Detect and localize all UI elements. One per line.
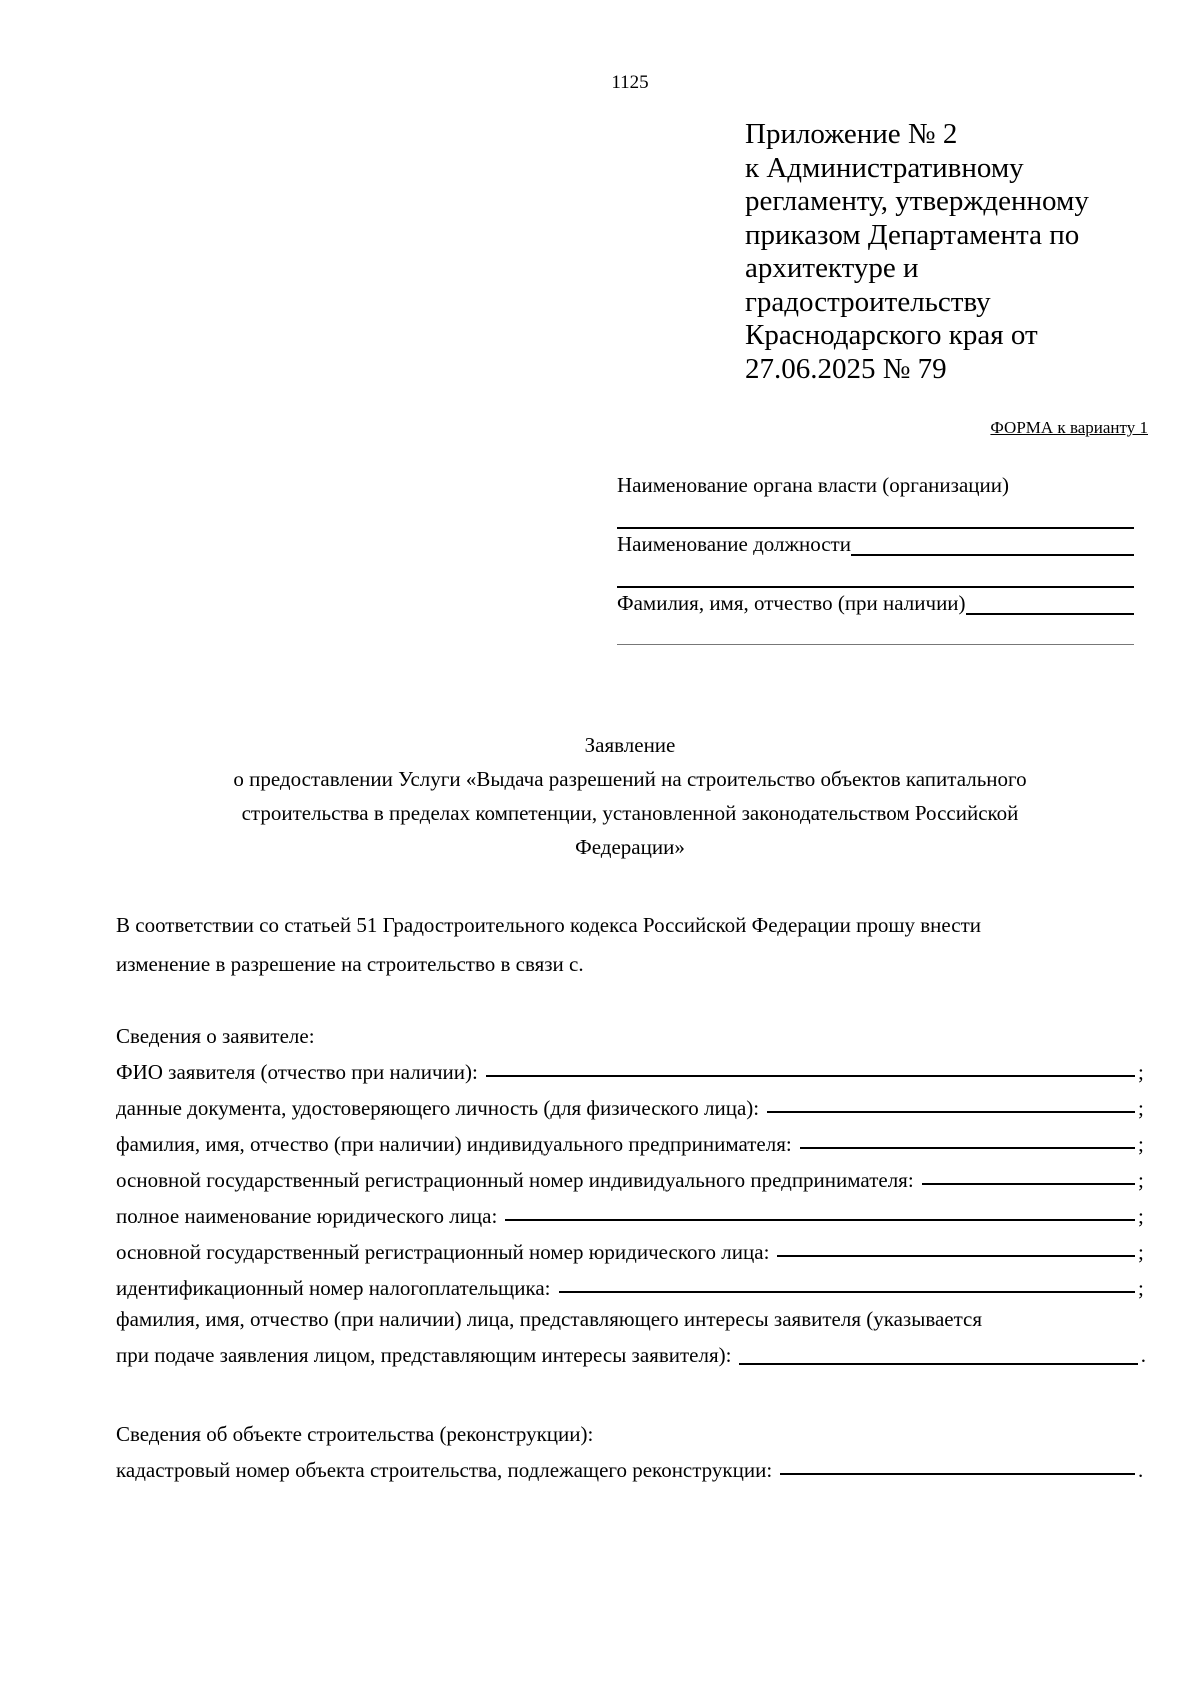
object-section — [116, 1411, 1146, 1483]
field-blank[interactable] — [505, 1219, 1135, 1221]
intro-line: изменение в разрешение на строительство в связи с. — [116, 952, 584, 976]
field-end: ; — [1138, 1204, 1144, 1228]
form-variant-label: ФОРМА к варианту 1 — [990, 418, 1148, 437]
field-blank[interactable] — [767, 1111, 1135, 1113]
field-blank[interactable] — [486, 1075, 1135, 1077]
field-end: ; — [1138, 1276, 1144, 1300]
page-number: 1125 — [611, 72, 649, 93]
field-blank[interactable] — [739, 1363, 1137, 1365]
applicant-field[interactable] — [116, 1085, 1146, 1121]
field-blank[interactable] — [777, 1255, 1135, 1257]
position-field[interactable] — [617, 529, 1134, 588]
title-heading: Заявление — [584, 733, 676, 757]
applicant-field[interactable] — [116, 1121, 1146, 1157]
field-label: основной государственный регистрационный номер юридического лица: — [116, 1240, 770, 1264]
position-label: Наименование должности — [617, 532, 851, 556]
field-label: при подаче заявления лицом, представляющим интересы заявителя): — [116, 1343, 732, 1367]
appendix-line: к Административному — [745, 151, 1024, 184]
appendix-line: градостроительству — [745, 285, 991, 318]
full-name-field[interactable] — [617, 588, 1134, 647]
field-blank[interactable] — [559, 1291, 1135, 1293]
appendix-line: Краснодарского края от — [745, 319, 1038, 351]
applicant-field[interactable] — [116, 1193, 1146, 1229]
appendix-line: 27.06.2025 № 79 — [745, 352, 947, 385]
field-end: ; — [1138, 1132, 1144, 1156]
appendix-line: приказом Департамента по — [745, 218, 1080, 251]
applicant-field[interactable] — [116, 1157, 1146, 1193]
applicant-section — [116, 1013, 1146, 1373]
title-line: Федерации» — [575, 835, 685, 859]
intro-line: В соответствии со статьей 51 Градостроительного кодекса Российской Федерации прошу внести — [116, 913, 981, 937]
authority-label: Наименование органа власти (организации) — [617, 473, 1009, 497]
full-name-line — [617, 644, 1134, 645]
document-title — [120, 728, 1140, 864]
field-blank[interactable] — [800, 1147, 1135, 1149]
field-label: данные документа, удостоверяющего личность (для физического лица): — [116, 1096, 760, 1120]
field-label: основной государственный регистрационный номер индивидуального предпринимателя: — [116, 1168, 914, 1192]
applicant-field[interactable] — [116, 1229, 1146, 1265]
field-label: идентификационный номер налогоплательщика: — [116, 1276, 551, 1300]
field-end: ; — [1138, 1096, 1144, 1120]
position-blank[interactable] — [851, 532, 1134, 556]
field-label: ФИО заявителя (отчество при наличии): — [116, 1060, 478, 1084]
field-end: ; — [1138, 1240, 1144, 1264]
applicant-field[interactable] — [116, 1265, 1146, 1301]
appendix-line: регламенту, утвержденному — [745, 185, 1089, 217]
addressee-block — [617, 470, 1134, 647]
intro-paragraph — [116, 906, 1144, 984]
full-name-blank[interactable] — [966, 591, 1134, 615]
field-label: фамилия, имя, отчество (при наличии) лица, представляющего интересы заявителя (указывается — [116, 1307, 983, 1331]
field-end: ; — [1138, 1168, 1144, 1192]
applicant-heading: Сведения о заявителе: — [116, 1024, 315, 1048]
full-name-label: Фамилия, имя, отчество (при наличии) — [617, 591, 966, 615]
object-heading: Сведения об объекте строительства (реконструкции): — [116, 1422, 594, 1446]
authority-field[interactable] — [617, 470, 1134, 529]
field-blank[interactable] — [780, 1473, 1135, 1475]
appendix-block — [745, 118, 1145, 386]
title-line: о предоставлении Услуги «Выдача разрешений на строительство объектов капитального — [233, 767, 1027, 791]
field-end: . — [1138, 1458, 1144, 1482]
appendix-line: Приложение № 2 — [745, 118, 958, 150]
applicant-field[interactable] — [116, 1049, 1146, 1085]
field-label: кадастровый номер объекта строительства, подлежащего реконструкции: — [116, 1458, 773, 1482]
field-label: полное наименование юридического лица: — [116, 1204, 498, 1228]
cadastral-field[interactable] — [116, 1447, 1146, 1483]
field-blank[interactable] — [922, 1183, 1135, 1185]
field-end: . — [1140, 1343, 1146, 1367]
representative-field[interactable] — [116, 1301, 1146, 1373]
field-end: ; — [1138, 1060, 1144, 1084]
title-line: строительства в пределах компетенции, установленной законодательством Российской — [241, 801, 1019, 825]
field-label: фамилия, имя, отчество (при наличии) индивидуального предпринимателя: — [116, 1132, 792, 1156]
appendix-line: архитектуре и — [745, 252, 919, 284]
